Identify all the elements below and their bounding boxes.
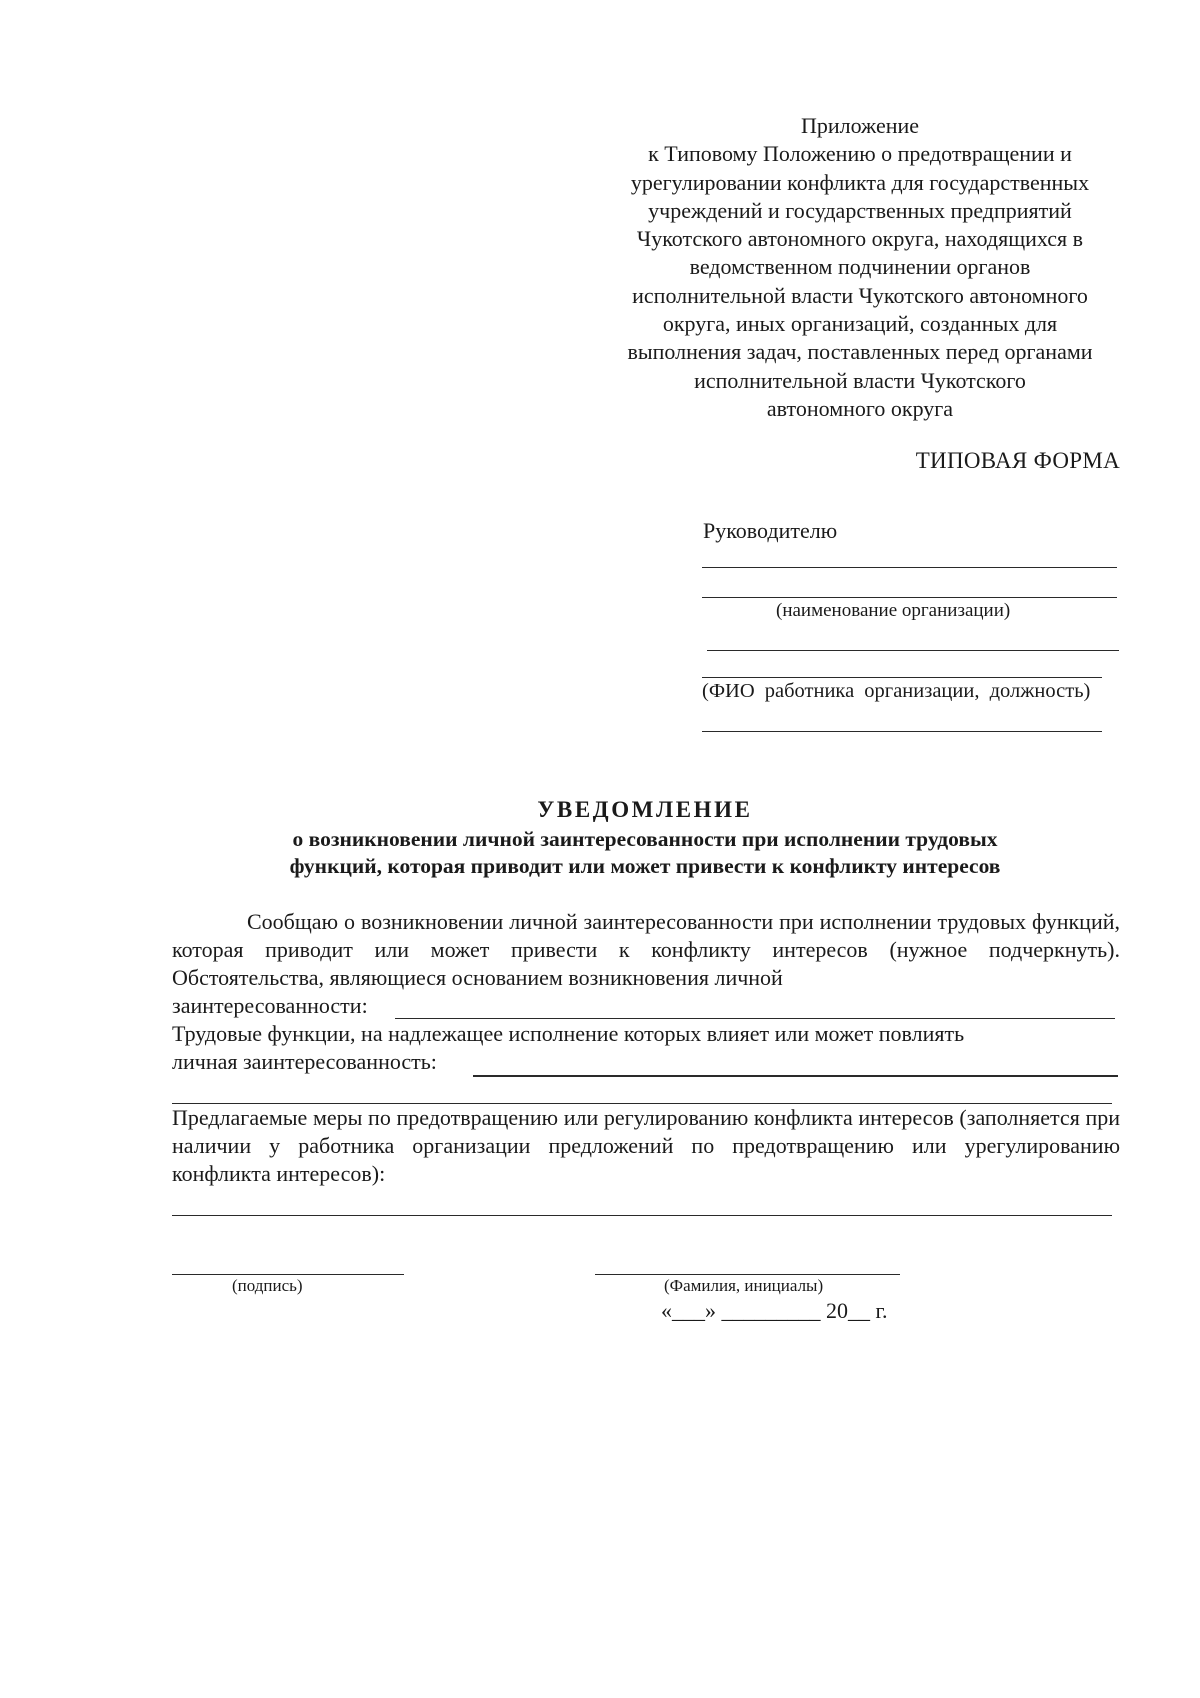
paragraph-measures: Предлагаемые меры по предотвращению или регулированию конфликта интересов (заполняется при наличии у работника организации предложений по предотвращению или урегулированию конфликта интересов): — [172, 1105, 1120, 1186]
fio-line-2[interactable] — [702, 677, 1102, 678]
appendix-line: автономного округа — [766, 395, 954, 421]
notice-title: УВЕДОМЛЕНИЕ — [537, 797, 753, 822]
paragraph-circumstances: Сообщаю о возникновении личной заинтересованности при исполнении трудовых функций, которая приводит или может привести к конфликту интересов (нужное подчеркнуть). Обстоятельства, являющиеся основанием возникновения личной — [172, 909, 1120, 990]
appendix-line: ведомственном подчинении органов — [689, 254, 1031, 280]
appendix-line: исполнительной власти Чукотского автономного — [632, 282, 1088, 308]
fio-line-3[interactable] — [702, 731, 1102, 732]
paragraph-functions: Трудовые функции, на надлежащее исполнение которых влияет или может повлиять — [172, 1021, 965, 1046]
appendix-header — [580, 112, 1140, 423]
appendix-line: урегулировании конфликта для государственных — [630, 169, 1090, 195]
notice-subtitle-line: о возникновении личной заинтересованности при исполнении трудовых — [292, 827, 998, 851]
fio-caption: (ФИО работника организации, должность) — [702, 680, 1091, 702]
form-type-label: ТИПОВАЯ ФОРМА — [915, 448, 1120, 473]
org-name-line-2[interactable] — [702, 597, 1117, 598]
name-line[interactable] — [595, 1274, 900, 1275]
appendix-line: выполнения задач, поставленных перед органами — [627, 339, 1093, 365]
signature-line[interactable] — [172, 1274, 404, 1275]
functions-label: личная заинтересованность: — [172, 1049, 437, 1074]
measures-line[interactable] — [172, 1215, 1112, 1216]
circumstances-line[interactable] — [395, 1018, 1115, 1019]
circumstances-label: заинтересованности: — [172, 993, 368, 1018]
appendix-line: исполнительной власти Чукотского — [694, 367, 1026, 393]
functions-line-1[interactable] — [473, 1075, 1118, 1077]
appendix-line: Приложение — [800, 113, 920, 138]
fio-line-1[interactable] — [707, 650, 1119, 651]
date-line[interactable]: «___» _________ 20__ г. — [661, 1298, 888, 1323]
signature-caption: (подпись) — [232, 1276, 303, 1295]
notice-subtitle — [0, 826, 1200, 880]
appendix-line: Чукотского автономного округа, находящихся в — [636, 226, 1084, 252]
addressee-label: Руководителю — [703, 518, 838, 543]
name-caption: (Фамилия, инициалы) — [664, 1276, 824, 1295]
appendix-line: учреждений и государственных предприятий — [648, 197, 1072, 223]
org-name-caption: (наименование организации) — [776, 600, 1011, 621]
appendix-line: округа, иных организаций, созданных для — [662, 311, 1058, 337]
org-name-line-1[interactable] — [702, 567, 1117, 568]
appendix-line: к Типовому Положению о предотвращении и — [648, 141, 1072, 167]
notice-subtitle-line: функций, которая приводит или может привести к конфликту интересов — [289, 854, 1001, 878]
